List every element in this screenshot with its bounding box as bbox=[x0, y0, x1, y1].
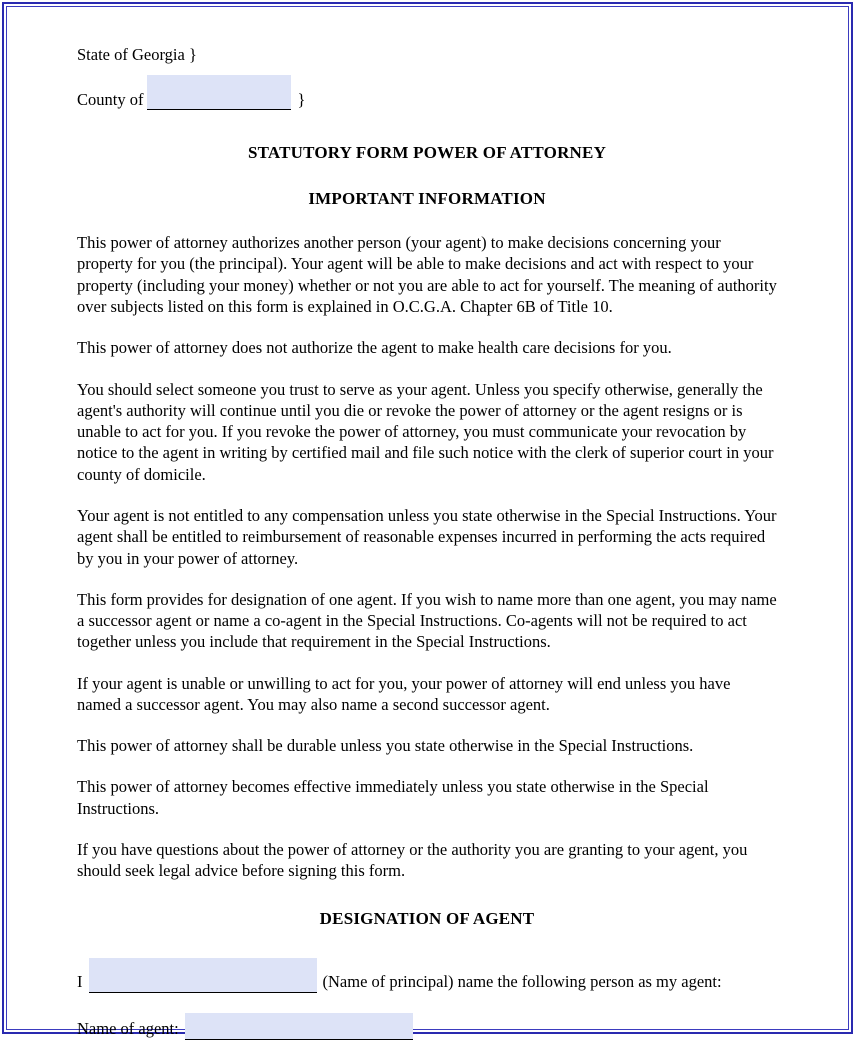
agent-name-line bbox=[77, 993, 777, 1040]
paragraph-5: This form provides for designation of one agent. If you wish to name more than one agent, you may name a successor agent or name a co-agent in the Special Instructions. Co-agents will not be required to act together unless you include that requirement in the Special Instructions. bbox=[77, 589, 777, 652]
paragraph-3: You should select someone you trust to serve as your agent. Unless you specify otherwise, generally the agent's authority will continue until you die or revoke the power of attorney or the agent resigns or is unable to act for you. If you revoke the power of attorney, you must communicate your revocation by notice to the agent in writing by certified mail and file such notice with the clerk of superior court in your county of domicile. bbox=[77, 379, 774, 484]
document-body bbox=[77, 44, 777, 1040]
state-brace: } bbox=[188, 45, 197, 64]
principal-name-line bbox=[77, 944, 777, 993]
state-line bbox=[77, 44, 777, 65]
agent-name-label: Name of agent: bbox=[77, 1019, 179, 1039]
paragraph-2: This power of attorney does not authorize the agent to make health care decisions for you. bbox=[77, 338, 672, 358]
principal-prefix-label: I bbox=[77, 972, 83, 992]
paragraph-1: This power of attorney authorizes another person (your agent) to make decisions concerning your property for you (the principal). Your agent will be able to make decisions and act with respect to your property (including your money) whether or not you are able to act for yourself. The meaning of authority over subjects listed on this form is explained in O.C.G.A. Chapter 6B of Title 10. bbox=[77, 233, 777, 316]
designation-of-agent-heading: DESIGNATION OF AGENT bbox=[319, 908, 535, 928]
paragraph-4: Your agent is not entitled to any compensation unless you state otherwise in the Special Instructions. Your agent shall be entitled to reimbursement of reasonable expenses incurred in performing the acts required by you in your power of attorney. bbox=[77, 505, 777, 568]
principal-suffix-label: (Name of principal) name the following person as my agent: bbox=[322, 972, 722, 992]
county-input[interactable] bbox=[147, 75, 291, 110]
paragraph-8: This power of attorney becomes effective immediately unless you state otherwise in the Special Instructions. bbox=[77, 777, 709, 818]
principal-name-input[interactable] bbox=[89, 958, 317, 993]
paragraph-6: If your agent is unable or unwilling to act for you, your power of attorney will end unless you have named a successor agent. You may also name a second successor agent. bbox=[77, 673, 731, 714]
county-label: County of bbox=[77, 90, 144, 109]
paragraph-7: This power of attorney shall be durable unless you state otherwise in the Special Instructions. bbox=[77, 736, 694, 756]
page-title: STATUTORY FORM POWER OF ATTORNEY bbox=[247, 143, 607, 163]
paragraph-9: If you have questions about the power of attorney or the authority you are granting to your agent, you should seek legal advice before signing this form. bbox=[77, 840, 748, 881]
county-line bbox=[77, 75, 777, 110]
agent-name-input[interactable] bbox=[185, 1013, 413, 1040]
designation-block bbox=[77, 930, 777, 1040]
important-information-heading: IMPORTANT INFORMATION bbox=[308, 189, 546, 209]
state-label: State of Georgia bbox=[77, 45, 185, 64]
county-brace: } bbox=[297, 90, 306, 109]
